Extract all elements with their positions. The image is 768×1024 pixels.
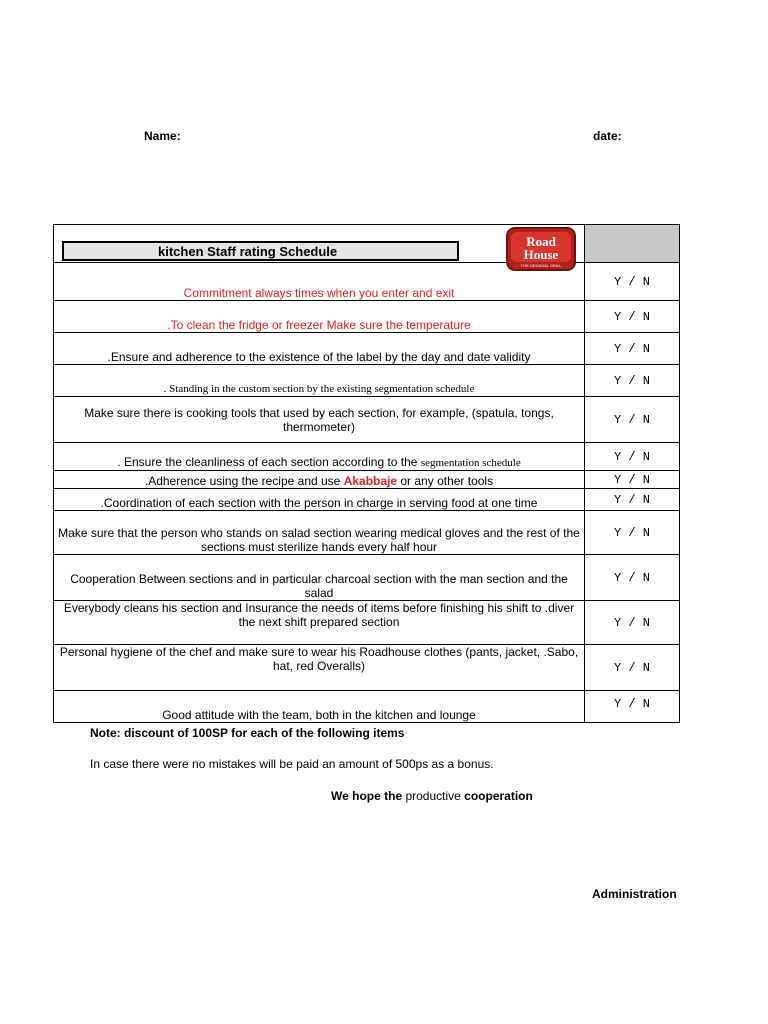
- criterion-row: Make sure that the person who stands on salad section wearing medical gloves and the rest of the sections must sterilize hands every half hour: [54, 511, 585, 555]
- criterion-row: Good attitude with the team, both in the kitchen and lounge: [54, 691, 585, 723]
- criterion-row: .Coordination of each section with the person in charge in serving food at one time: [54, 489, 585, 511]
- bonus-note: In case there were no mistakes will be paid an amount of 500ps as a bonus.: [90, 757, 494, 771]
- criterion-row: Everybody cleans his section and Insurance the needs of items before finishing his shift to .diver the next shift prepared section: [54, 601, 585, 645]
- rating-schedule-table: [53, 224, 680, 723]
- yn-cell[interactable]: Y / N: [585, 511, 680, 555]
- yn-cell[interactable]: Y / N: [585, 471, 680, 489]
- yn-cell[interactable]: Y / N: [585, 489, 680, 511]
- criterion-row: .Adherence using the recipe and use Akabbaje or any other tools: [54, 471, 585, 489]
- yn-cell[interactable]: Y / N: [585, 397, 680, 443]
- schedule-title: kitchen Staff rating Schedule: [62, 241, 459, 261]
- logo-line2: House: [523, 247, 559, 262]
- akabbaje-highlight: Akabbaje: [343, 474, 398, 488]
- yn-cell[interactable]: Y / N: [585, 645, 680, 691]
- criterion-row: Commitment always times when you enter and exit: [54, 263, 585, 301]
- schedule-header-cell: [54, 225, 585, 268]
- logo-tagline: THE ORIGINAL GRILL: [520, 263, 562, 268]
- criterion-row: Cooperation Between sections and in particular charcoal section with the man section and the salad: [54, 555, 585, 601]
- logo-line1: Road: [526, 234, 556, 249]
- closing-line: We hope the productive cooperation: [331, 789, 533, 803]
- yn-cell[interactable]: Y / N: [585, 443, 680, 471]
- yn-cell[interactable]: Y / N: [585, 601, 680, 645]
- criterion-row: . Standing in the custom section by the existing segmentation schedule: [54, 365, 585, 397]
- criterion-row: .Ensure and adherence to the existence of the label by the day and date validity: [54, 333, 585, 365]
- yn-header-cell: [585, 225, 680, 263]
- yn-cell[interactable]: Y / N: [585, 365, 680, 397]
- yn-cell[interactable]: Y / N: [585, 263, 680, 301]
- yn-cell[interactable]: Y / N: [585, 301, 680, 333]
- criterion-row: . Ensure the cleanliness of each section according to the segmentation schedule: [54, 443, 585, 471]
- yn-cell[interactable]: Y / N: [585, 555, 680, 601]
- criterion-row: .To clean the fridge or freezer Make sure the temperature: [54, 301, 585, 333]
- criterion-row: Personal hygiene of the chef and make sure to wear his Roadhouse clothes (pants, jacket, .Sabo, hat, red Overalls): [54, 645, 585, 691]
- date-label: date:: [593, 129, 622, 143]
- name-label: Name:: [144, 129, 181, 143]
- yn-cell[interactable]: Y / N: [585, 691, 680, 723]
- criterion-row: Make sure there is cooking tools that used by each section, for example, (spatula, tongs, thermometer): [54, 397, 585, 443]
- yn-cell[interactable]: Y / N: [585, 333, 680, 365]
- discount-note: Note: discount of 100SP for each of the following items: [90, 726, 405, 740]
- administration-signoff: Administration: [592, 887, 677, 901]
- roadhouse-logo: [506, 227, 576, 271]
